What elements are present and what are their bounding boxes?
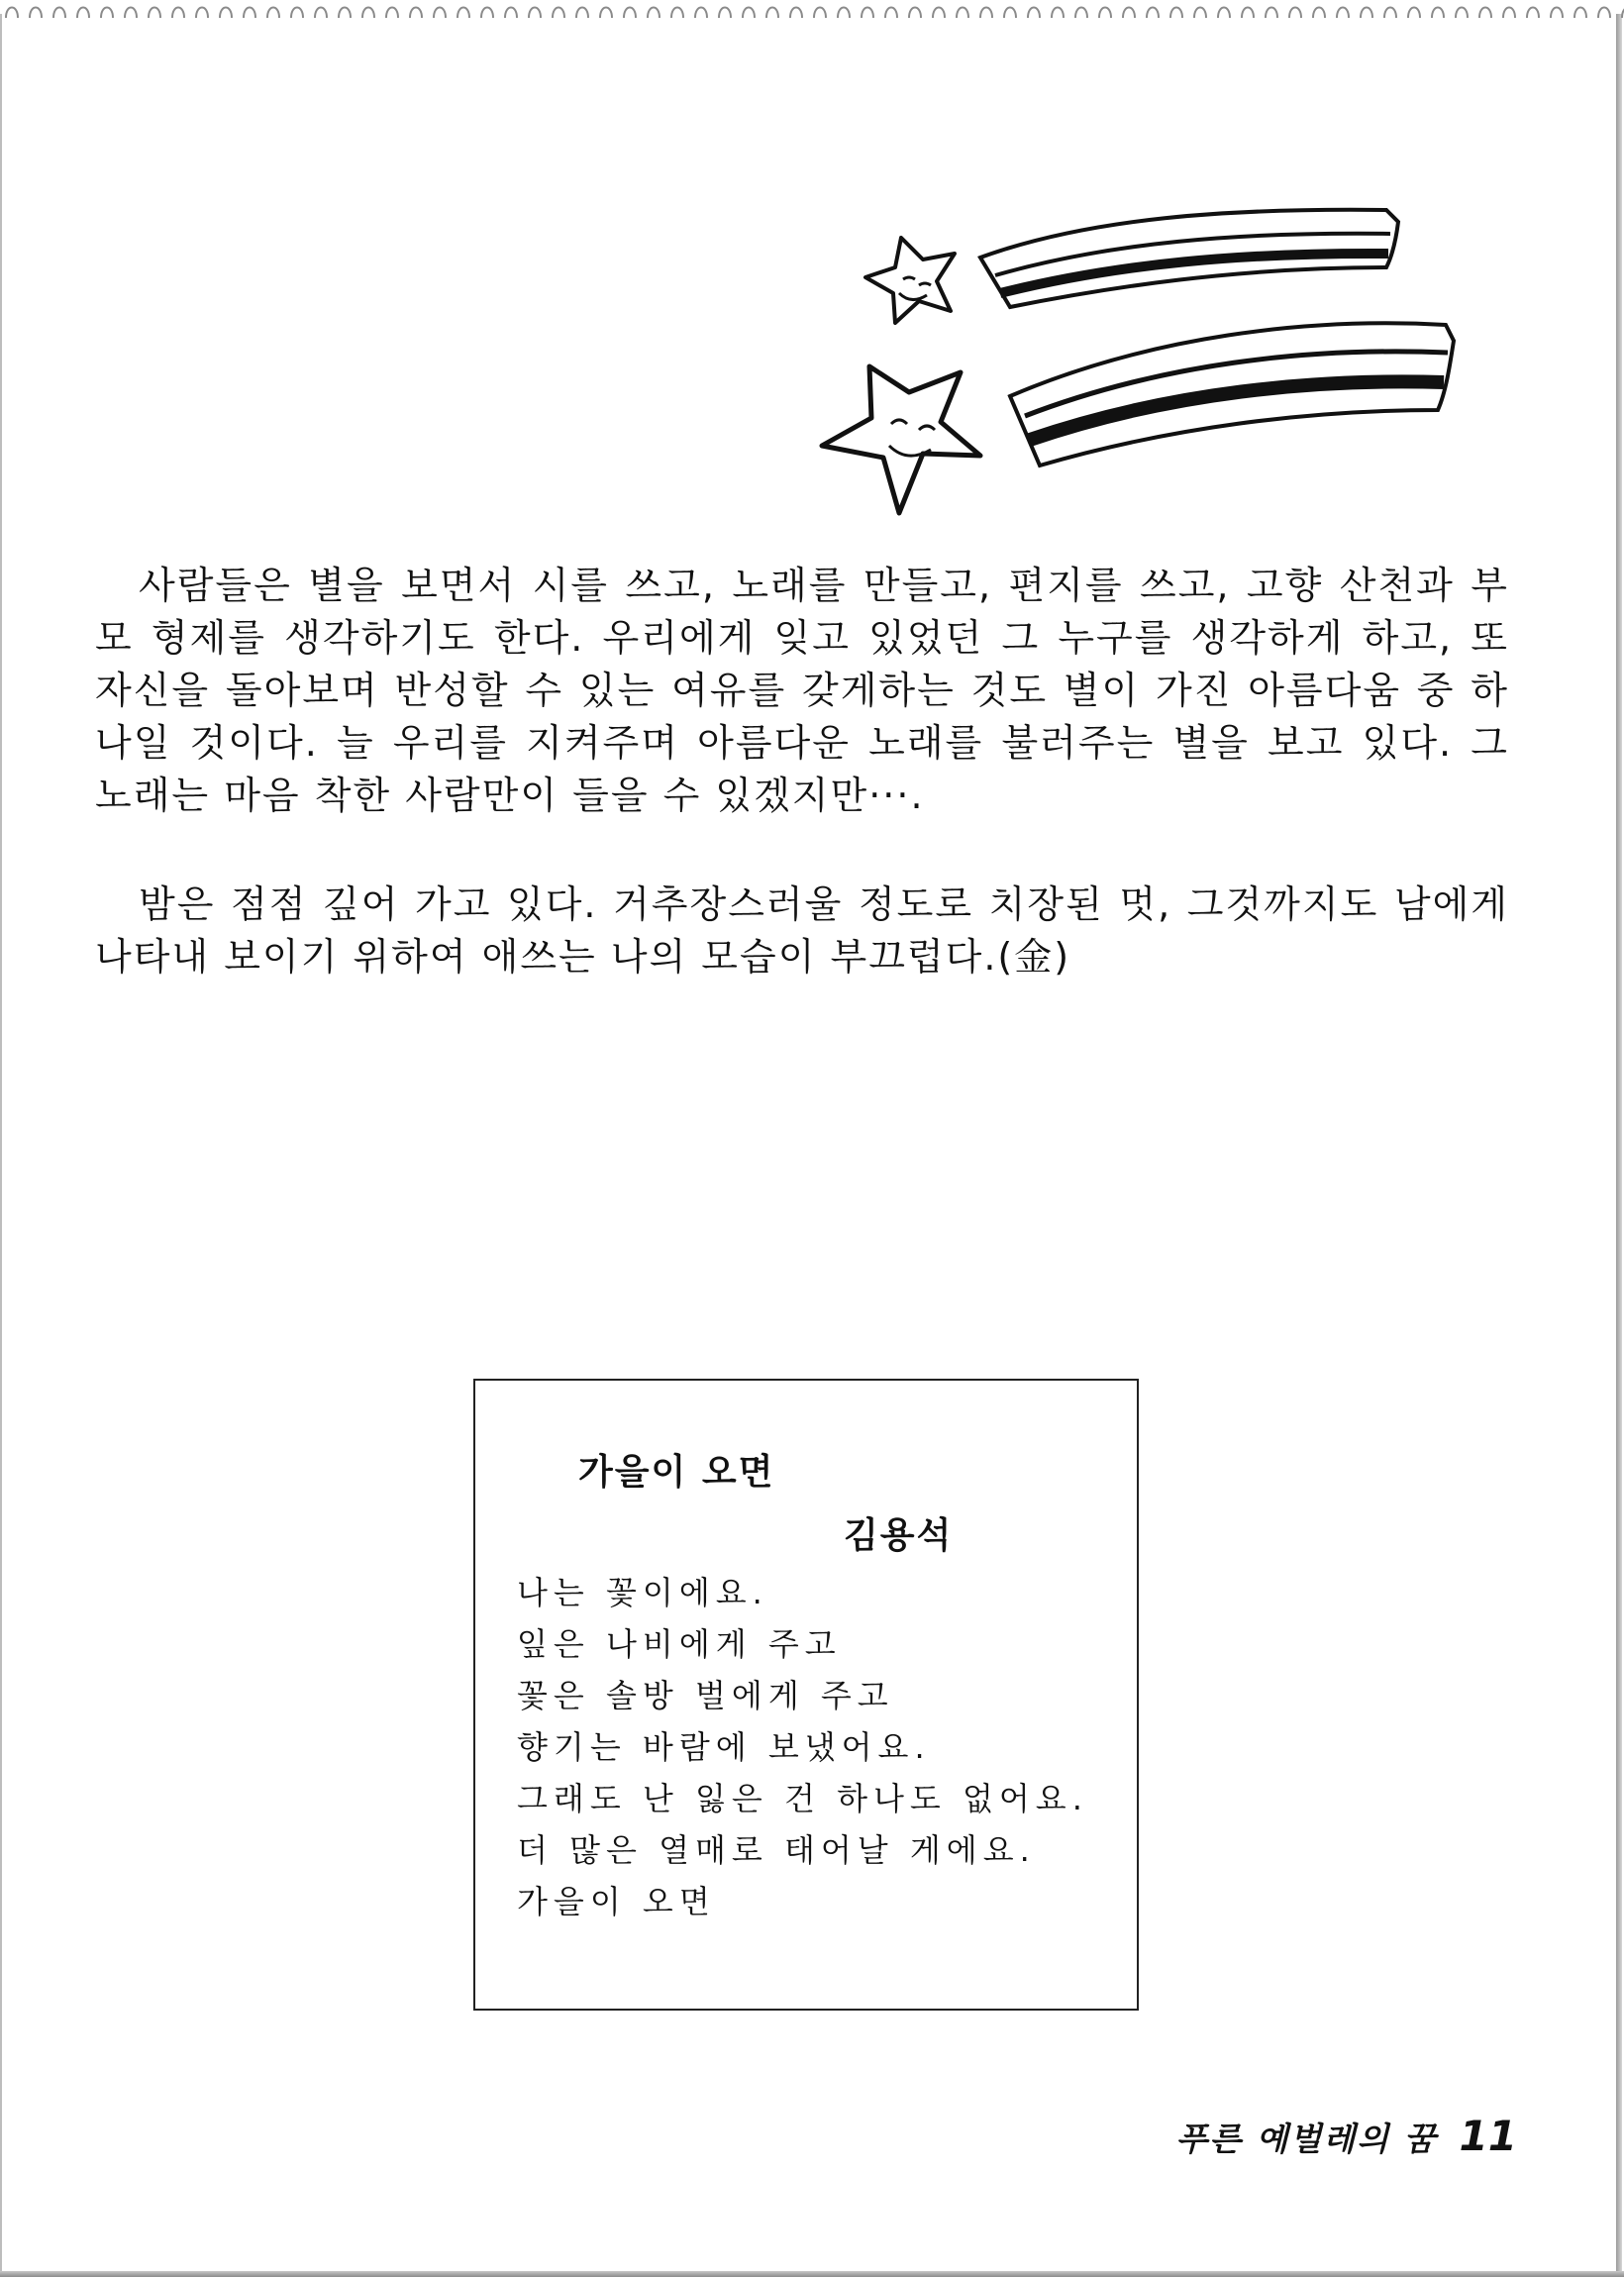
poem-line: 나는 꽃이에요. bbox=[517, 1574, 768, 1611]
poem-line: 잎은 나비에게 주고 bbox=[517, 1625, 842, 1663]
shooting-stars-icon bbox=[792, 198, 1466, 525]
poem-line: 꽃은 솔방 벌에게 주고 bbox=[517, 1677, 894, 1714]
poem-author: 김용석 bbox=[844, 1515, 954, 1556]
poem-line: 더 많은 열매로 태어날 게에요. bbox=[517, 1831, 1036, 1869]
page-number: 11 bbox=[1459, 2112, 1517, 2160]
spiral-binding bbox=[0, 0, 1624, 22]
poem-line: 가을이 오면 bbox=[517, 1883, 716, 1920]
poem-box bbox=[473, 1379, 1139, 2011]
poem-line: 향기는 바람에 보냈어요. bbox=[517, 1728, 931, 1766]
poem-title: 가을이 오면 bbox=[578, 1452, 775, 1493]
page-footer bbox=[1175, 2112, 1517, 2160]
poem-lines bbox=[517, 1567, 1088, 1927]
body-paragraph: 사람들은 별을 보면서 시를 쓰고, 노래를 만들고, 편지를 쓰고, 고향 산천과 부모 형제를 생각하기도 한다. 우리에게 잊고 있었던 그 누구를 생각하게 하고, 또 자신을 돌아보며 반성할 수 있는 여유를 갖게하는 것도 별이 가진 아름다움 중 하나일 것이다. 늘 우리를 지켜주며 아름다운 노래를 불러주는 별을 보고 있다. 그 노래는 마음 착한 사람만이 들을 수 있겠지만···. bbox=[95, 564, 1509, 817]
poem-line: 그래도 난 잃은 건 하나도 없어요. bbox=[517, 1780, 1088, 1817]
footer-book-title: 푸른 예벌레의 꿈 bbox=[1175, 2120, 1438, 2158]
page-edge-bottom bbox=[0, 2271, 1624, 2277]
page-edge-right bbox=[1616, 14, 1622, 2274]
body-paragraph: 밤은 점점 깊어 가고 있다. 거추장스러울 정도로 치장된 멋, 그것까지도 남에게 나타내 보이기 위하여 애쓰는 나의 모습이 부끄럽다.(金) bbox=[95, 882, 1509, 979]
page-edge-left bbox=[0, 14, 2, 2277]
